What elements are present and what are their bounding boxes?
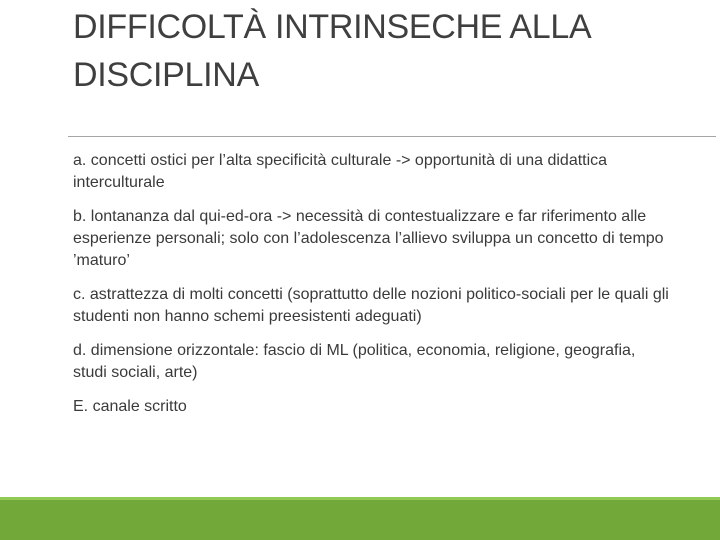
footer-accent-bar <box>0 500 720 540</box>
bullet-item-c: c. astrattezza di molti concetti (soprattutto delle nozioni politico-sociali per le quali gli studenti non hanno schemi preesistenti adeguati) <box>73 286 669 325</box>
bullet-item-e: E. canale scritto <box>73 398 187 415</box>
bullet-item-a: a. concetti ostici per l’alta specificità culturale -> opportunità di una didattica interculturale <box>73 152 608 191</box>
slide-title: DIFFICOLTÀ INTRINSECHE ALLA DISCIPLINA <box>73 8 590 94</box>
bullet-item-d: d. dimensione orizzontale: fascio di ML (politica, economia, religione, geografia, studi sociali, arte) <box>73 342 636 381</box>
bullet-list <box>73 150 673 430</box>
title-divider <box>68 136 716 137</box>
bullet-item-b: b. lontananza dal qui-ed-ora -> necessità di contestualizzare e far riferimento alle esperienze personali; solo con l’adolescenza l’allievo sviluppa un concetto di tempo ’maturo’ <box>73 208 664 269</box>
